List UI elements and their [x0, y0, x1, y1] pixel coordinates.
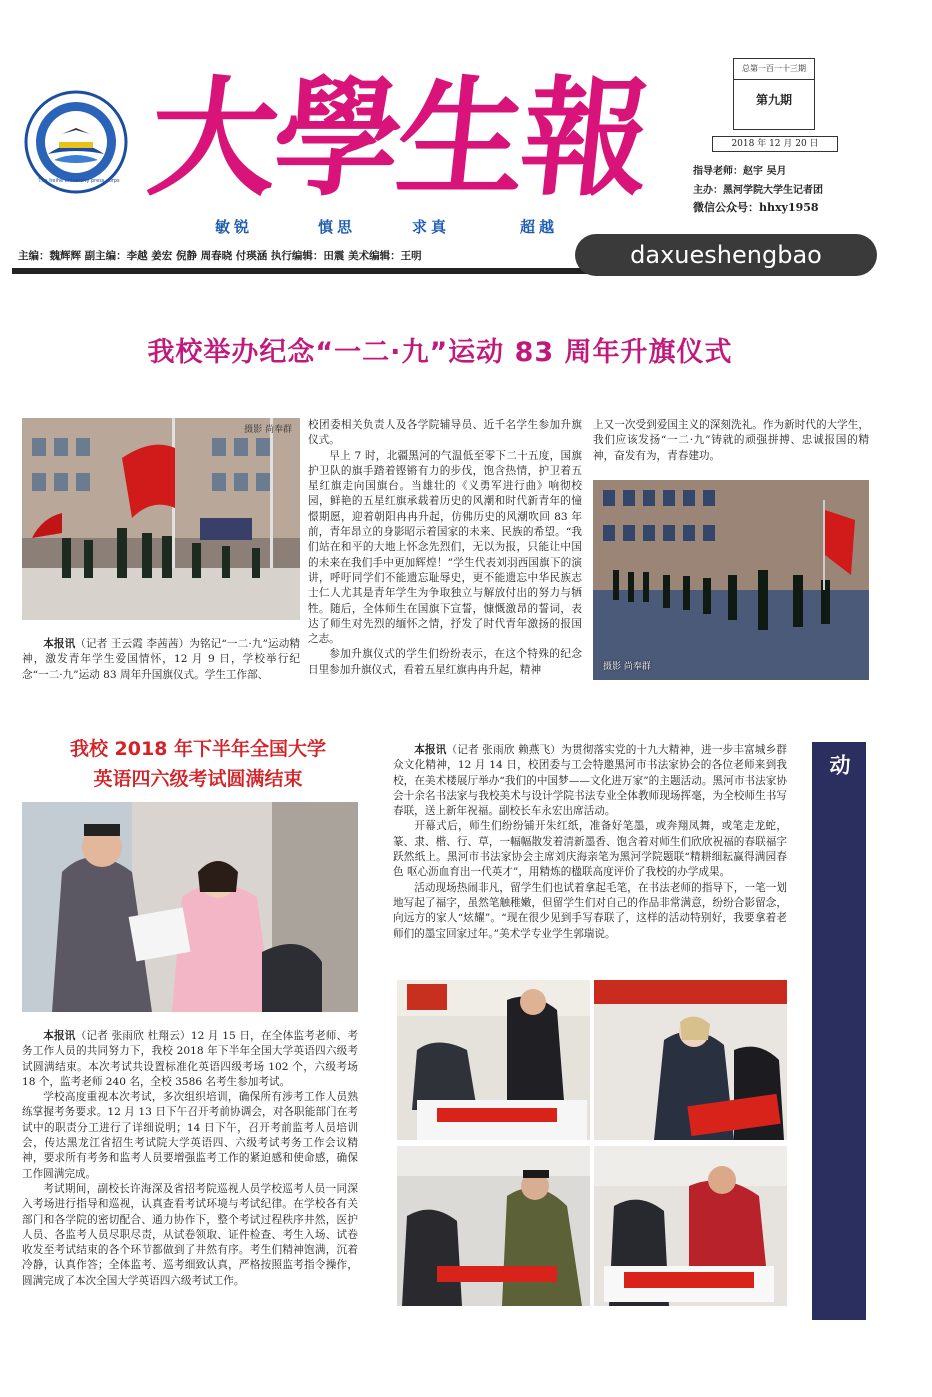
issue-total: 总第一百一十三期 [734, 59, 814, 80]
flag-raising-photo [22, 418, 300, 620]
calligraphy-photo-3 [397, 1146, 590, 1306]
honor-guard-photo [593, 480, 869, 680]
editors-line: 主编：魏辉辉 副主编：李越 姜宏 倪静 周春晓 付瑛涵 执行编辑：田震 美术编辑：王明 [18, 250, 422, 262]
calligraphy-photo-1 [397, 980, 590, 1140]
article2-p1: 12 月 15 日，在全体监考老师、考务工作人员的共同努力下，我校 2018 年下半年全国大学英语四六级考试圆满结束。本次考试共设置标准化英语四级考场 102 个，六级考场 18 个，监考老师 240 名，全校 3586 名考生参加考试。 [22, 1030, 359, 1088]
motto-4: 超越 [520, 218, 559, 236]
pinyin-banner [575, 234, 877, 276]
masthead-rule [12, 268, 640, 274]
calligraphy-photo-2 [594, 980, 787, 1140]
article1-col3 [593, 418, 869, 464]
article2-headline-line2: 英语四六级考试圆满结束 [93, 768, 303, 790]
article1-col1 [22, 637, 300, 683]
article1-col2-p3: 参加升旗仪式的学生们纷纷表示，在这个特殊的纪念日里参加升旗仪式，看着五星红旗冉冉升起，精神 [308, 648, 582, 676]
article1-col2-p2: 早上 7 时，北疆黑河的气温低至零下二十五度，国旗护卫队的旗手踏着铿锵有力的步伐，饱含热情，护卫着五星红旗走向国旗台。当雄壮的《义勇军进行曲》响彻校园，鲜艳的五星红旗承载着历史的风潮和时代新青年的憧憬期愿，迎着朝阳冉冉升起，仿佛历史的风潮吹回 83 年前，青年昂立的身影昭示着国家的未来、民族的希望。“我们站在和平的大地上怀念先烈们，无以为报，只能让中国的未来在我们手中更加辉煌！”学生代表刘羽西国旗下的演讲，呼吁同学们不能遗忘耻辱史，更不能遗忘中华民族志士仁人尤其是青年学生为争取独立与解放付出的努力与牺牲。随后，全体师生在国旗下宣誓，慷慨激昂的誓词，表达了师生对先烈的缅怀之情，抒发了时代青年激扬的报国之志。 [308, 449, 582, 646]
logo-ring-text: The heihe university press corps [38, 178, 120, 184]
photo2-credit: 摄影 尚奉群 [603, 662, 651, 672]
issue-box [733, 58, 815, 130]
article1-col2-p1: 校团委相关负责人及各学院辅导员、近千名学生参加升旗仪式。 [308, 419, 582, 447]
newspaper-title: 大學生報 [142, 64, 654, 214]
article2-headline-line1: 我校 2018 年下半年全国大学 [69, 738, 327, 760]
calligraphy-photo-4 [594, 1146, 787, 1306]
article2-byline: 本报讯 [43, 1030, 76, 1042]
article3-vertical-banner [812, 742, 905, 1320]
motto-3: 求真 [412, 218, 451, 236]
motto-2: 慎思 [318, 218, 357, 236]
article2-headline [20, 734, 376, 794]
article2-p3: 考试期间，副校长许海深及省招考院巡视人员学校巡考人员一同深入考场进行指导和巡视，认真查看考试环境与考试纪律。在学校各有关部门和各学院的密切配合、通力协作下，整个考试过程秩序井然，医护人员、各监考人员尽职尽责，从试卷领取、证件检查、考生入场、试卷收发至考试结束的各个环节都做到了井然有序。考生们精神饱满，沉着冷静，认真作答；全体监考、巡考细致认真，严格按照监考指令操作，圆满完成了本次全国大学英语四六级考试工作。 [22, 1182, 358, 1287]
cet-exam-photo [22, 802, 358, 1012]
issue-number: 第九期 [755, 93, 792, 107]
motto-1: 敏锐 [215, 218, 254, 236]
article3-p3: 活动现场热闹非凡，留学生们也试着拿起毛笔，在书法老师的指导下，一笔一划地写起了福字，虽然笔触稚嫩，但留学生们对自己的作品非常满意，纷纷合影留念，向远方的家人“炫耀”。“现在很少见到手写春联了，这样的活动特别好，我要拿着老师们的墨宝回家过年。”美术学专业学生郭瑞说。 [393, 881, 787, 940]
host-line: 主办：黑河学院大学生记者团 [693, 185, 823, 196]
article3-byline: 本报讯 [414, 744, 447, 756]
article3-p2: 开幕式后，师生们纷纷铺开朱红纸，准备好笔墨，或奔翔凤舞，或笔走龙蛇，篆、隶、楷、行、草，一幅幅散发着清新墨香、饱含着对师生们欣欣祝福的春联福字跃然纸上。黑河市书法家协会主席刘庆海亲笔为黑河学院题联“精耕细耘赢得满园春色 呕心沥血育出一代英才”，用精炼的楹联高度评价了我校的办学成果。 [393, 820, 787, 879]
article1-col3-text: 上又一次受到爱国主义的深刻洗礼。作为新时代的大学生，我们应该发扬“一二·九”铸就的顽强拼搏、忠诚报国的精神，奋发有为，青春建功。 [593, 419, 869, 462]
article2-p2: 学校高度重视本次考试，多次组织培训，确保所有涉考工作人员熟练掌握考务要求。12 月 13 日下午召开考前协调会，对各职能部门在考试中的职责分工进行了详细说明；14 日下午，召开考前监考人员培训会，传达黑龙江省招生考试院大学英语四、六级考试考务工作会议精神，要求所有考务和监考人员要增强监考工作的紧迫感和使命感，确保工作圆满完成。 [22, 1091, 358, 1180]
advisor-line: 指导老师：赵宇 吴月 [693, 166, 787, 177]
article1-headline: 我校举办纪念“一二·九”运动 83 周年升旗仪式 [147, 337, 733, 368]
article1-col2 [308, 418, 582, 678]
article3-vertical-title: 我校举办『我们的中国梦——文化进万家』主题活动 [827, 754, 905, 1293]
article3-reporter: （记者 张雨欣 赖燕飞） [446, 744, 562, 756]
wechat-line: 微信公众号：hhxy1958 [693, 201, 819, 214]
article3-body [393, 743, 787, 942]
article1-reporter: （记者 王云霞 李茜茜） [75, 638, 190, 650]
article2-reporter: （记者 张雨欣 杜翔云） [75, 1030, 191, 1042]
article1-byline: 本报讯 [43, 638, 76, 650]
pinyin-text: daxueshengbao [630, 241, 822, 269]
article2-body [22, 1029, 358, 1289]
article1-col1-text: 为铭记“一二·九”运动精神，激发青年学生爱国情怀，12 月 9 日，学校举行纪念“一二·九”运动 83 周年升国旗仪式。学生工作部、 [22, 638, 301, 681]
issue-date: 2018 年 12 月 20 日 [712, 136, 838, 152]
photo1-credit: 摄影 尚奉群 [244, 425, 292, 435]
article3-p1: 为贯彻落实党的十九大精神，进一步丰富城乡群众文化精神，12 月 14 日，校团委与工会特邀黑河市书法家协会的各位老师来到我校，在美术楼展厅举办“我们的中国梦——文化进万家”的主题活动。黑河市书法家协会十余名书法家与我校美术与设计学院书法专业全体教师现场挥毫，为全校师生书写春联，送上新年祝福。副校长车永宏出席活动。 [393, 744, 788, 818]
